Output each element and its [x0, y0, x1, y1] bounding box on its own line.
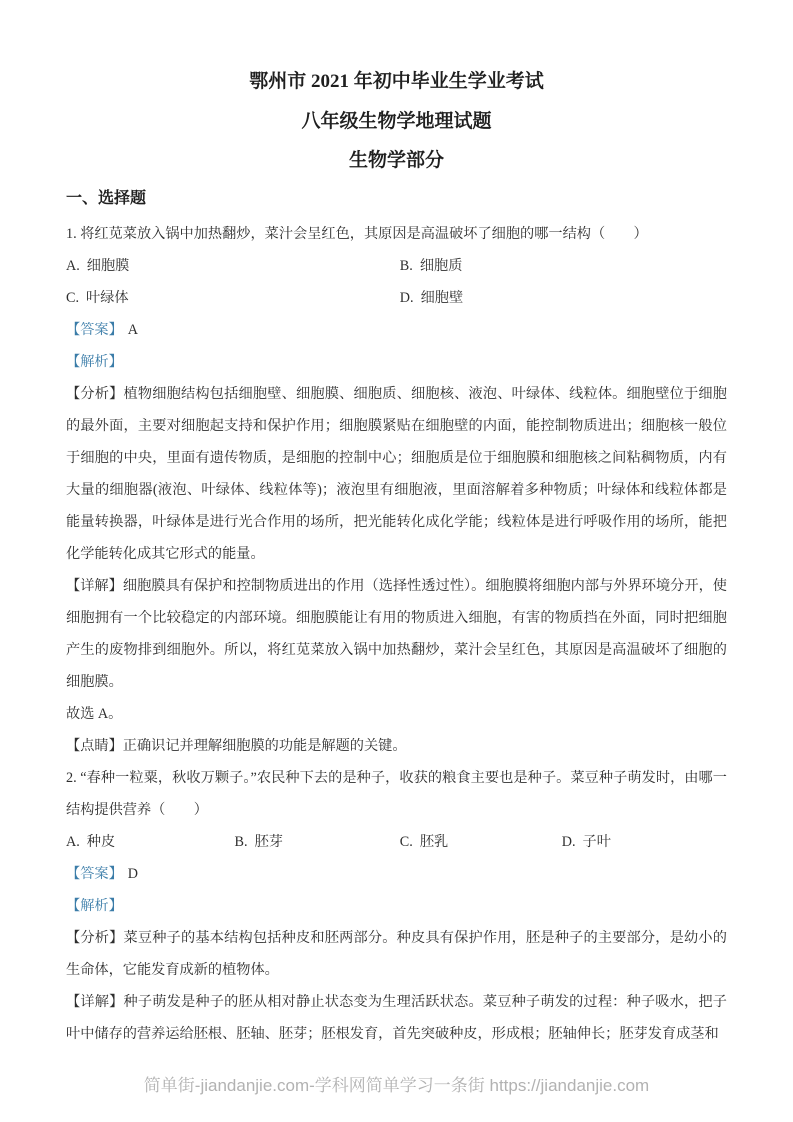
question-1-stem: 1. 将红苋菜放入锅中加热翻炒，菜汁会呈红色，其原因是高温破坏了细胞的哪一结构（ ） [66, 226, 648, 242]
question-1-option-a [66, 250, 400, 282]
option-text: 细胞质 [419, 258, 463, 274]
question-2-option-a [66, 826, 235, 858]
option-label: D. [399, 290, 414, 306]
question-1-option-c [66, 282, 400, 314]
question-1-analysis-paragraph: 【分析】植物细胞结构包括细胞壁、细胞膜、细胞质、细胞核、液泡、叶绿体、线粒体。细胞壁位于细胞的最外面，主要对细胞起支持和保护作用；细胞膜紧贴在细胞壁的内面，能控制物质进出；细胞核一般位于细胞的中央，里面有遗传物质，是细胞的控制中心；细胞质是位于细胞膜和细胞核之间粘稠物质，内有大量的细胞器(液泡、叶绿体、线粒体等)；液泡里有细胞液，里面溶解着多种物质；叶绿体和线粒体都是能量转换器，叶绿体是进行光合作用的场所，把光能转化成化学能；线粒体是进行呼吸作用的场所，能把化学能转化成其它形式的能量。 [66, 386, 727, 562]
option-text: 细胞膜 [86, 258, 130, 274]
question-1-answer-line [66, 314, 727, 346]
option-label: A. [66, 834, 80, 850]
option-text: 叶绿体 [86, 290, 129, 306]
question-1-option-d [400, 282, 727, 314]
question-2-answer-line [66, 858, 727, 890]
option-text: 胚乳 [419, 834, 449, 850]
question-1-tip-paragraph: 【点睛】正确识记并理解细胞膜的功能是解题的关键。 [66, 738, 407, 754]
question-2-analysis-paragraph: 【分析】菜豆种子的基本结构包括种皮和胚两部分。种皮具有保护作用，胚是种子的主要部分，是幼小的生命体，它能发育成新的植物体。 [66, 930, 727, 978]
question-2-stem: 2. “春种一粒粟，秋收万颗子。”农民种下去的是种子，收获的粮食主要也是种子。菜豆种子萌发时，由哪一结构提供营养（ ） [66, 770, 727, 818]
question-2-option-b [235, 826, 400, 858]
footer-watermark-text: 简单街-jiandanjie.com-学科网简单学习一条街 https://jiandanjie.com [143, 1076, 650, 1095]
question-2-analysis-label: 【解析】 [66, 898, 123, 914]
answer-label: 【答案】 [66, 322, 123, 338]
option-label: D. [561, 834, 576, 850]
question-1-options [66, 250, 727, 314]
document-header [66, 62, 727, 180]
option-text: 细胞壁 [420, 290, 464, 306]
option-label: A. [66, 258, 80, 274]
section-heading-multiple-choice: 一、选择题 [66, 190, 147, 207]
question-1-conclusion-line: 故选 A。 [66, 706, 123, 722]
question-2-detail-paragraph: 【详解】种子萌发是种子的胚从相对静止状态变为生理活跃状态。菜豆种子萌发的过程：种子吸水，把子叶中储存的营养运给胚根、胚轴、胚芽；胚根发育，首先突破种皮，形成根；胚轴伸长；胚芽发育成茎和 [66, 994, 727, 1042]
exam-subtitle: 八年级生物学地理试题 [301, 111, 492, 132]
option-label: C. [399, 834, 413, 850]
question-2 [66, 762, 727, 1050]
option-label: B. [399, 258, 413, 274]
option-label: B. [234, 834, 248, 850]
option-text: 胚芽 [254, 834, 283, 850]
option-label: C. [66, 290, 80, 306]
answer-value: A [127, 322, 139, 338]
option-text: 种皮 [86, 834, 116, 850]
question-2-options [66, 826, 727, 858]
answer-value: D [127, 866, 139, 882]
question-1 [66, 218, 727, 762]
answer-label: 【答案】 [66, 866, 123, 882]
exam-title: 鄂州市 2021 年初中毕业生学业考试 [249, 71, 544, 92]
question-2-option-d [562, 826, 727, 858]
question-1-option-b [400, 250, 727, 282]
question-1-analysis-label: 【解析】 [66, 354, 123, 370]
question-2-option-c [400, 826, 562, 858]
option-text: 子叶 [582, 834, 611, 850]
question-1-detail-paragraph: 【详解】细胞膜具有保护和控制物质进出的作用（选择性透过性）。细胞膜将细胞内部与外界环境分开，使细胞拥有一个比较稳定的内部环境。细胞膜能让有用的物质进入细胞，有害的物质挡在外面，同时把细胞产生的废物排到细胞外。所以，将红苋菜放入锅中加热翻炒，菜汁会呈红色，其原因是高温破坏了细胞的细胞膜。 [66, 578, 727, 690]
exam-part-title: 生物学部分 [348, 150, 444, 171]
page-footer [0, 1071, 793, 1096]
